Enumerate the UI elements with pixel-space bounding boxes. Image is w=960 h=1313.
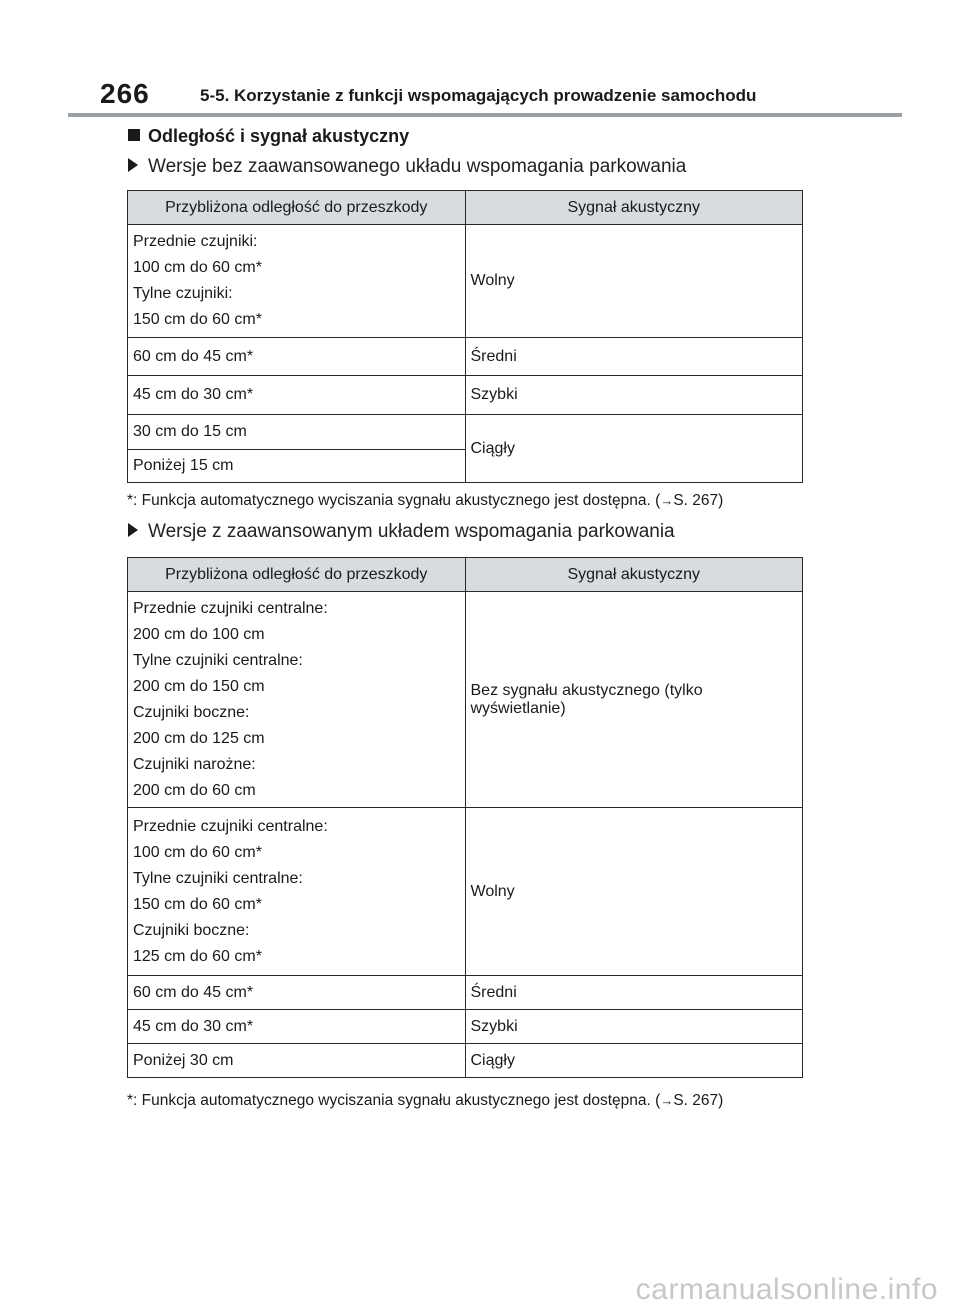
table1-distance-signal — [127, 190, 803, 483]
table-row — [128, 1010, 803, 1044]
cell-line: 200 cm do 60 cm — [133, 781, 256, 799]
footnote-ref: S. 267) — [673, 1092, 724, 1109]
signal-cell: Bez sygnału akustycznego (tylko wyświetlanie) — [465, 592, 803, 808]
distance-cell: 30 cm do 15 cm — [128, 415, 466, 450]
distance-cell: Poniżej 15 cm — [128, 450, 466, 483]
cell-line: Przednie czujniki centralne: — [133, 599, 328, 617]
signal-cell: Ciągły — [465, 1044, 803, 1078]
table1-heading-text: Wersje bez zaawansowanego układu wspomagania parkowania — [148, 156, 687, 177]
square-bullet-icon — [128, 129, 140, 141]
table-header-row — [128, 558, 803, 592]
column-header-distance: Przybliżona odległość do przeszkody — [128, 558, 466, 592]
chapter-title: 5-5. Korzystanie z funkcji wspomagających prowadzenie samochodu — [200, 86, 757, 105]
header-divider — [68, 113, 902, 117]
cell-line: 150 cm do 60 cm* — [133, 895, 262, 913]
distance-cell: Poniżej 30 cm — [128, 1044, 466, 1078]
page-header — [100, 76, 800, 110]
table-row — [128, 376, 803, 415]
cell-line: 125 cm do 60 cm* — [133, 947, 262, 965]
table1-footnote — [127, 492, 723, 510]
page-number: 266 — [100, 78, 150, 109]
triangle-bullet-icon — [128, 158, 138, 172]
distance-cell: 60 cm do 45 cm* — [128, 976, 466, 1010]
table-row — [128, 338, 803, 376]
table-row — [128, 592, 803, 808]
cell-line: 200 cm do 100 cm — [133, 625, 265, 643]
distance-cell: 45 cm do 30 cm* — [128, 376, 466, 415]
cell-line: Przednie czujniki: — [133, 233, 258, 250]
signal-cell: Szybki — [465, 376, 803, 415]
cell-line: Tylne czujniki centralne: — [133, 869, 303, 887]
cell-line: Czujniki narożne: — [133, 755, 256, 773]
table-header-row — [128, 191, 803, 225]
signal-cell: Wolny — [465, 225, 803, 338]
distance-cell: 45 cm do 30 cm* — [128, 1010, 466, 1044]
distance-cell: 60 cm do 45 cm* — [128, 338, 466, 376]
triangle-bullet-icon — [128, 523, 138, 537]
signal-cell: Szybki — [465, 1010, 803, 1044]
column-header-distance: Przybliżona odległość do przeszkody — [128, 191, 466, 225]
table-row — [128, 808, 803, 976]
distance-cell — [128, 808, 466, 976]
distance-cell — [128, 592, 466, 808]
column-header-signal: Sygnał akustyczny — [465, 558, 803, 592]
cell-line: 100 cm do 60 cm* — [133, 843, 262, 861]
table-row — [128, 415, 803, 450]
table-row — [128, 976, 803, 1010]
footnote-text: *: Funkcja automatycznego wyciszania sygnału akustycznego jest dostępna. ( — [127, 492, 661, 509]
signal-cell: Średni — [465, 976, 803, 1010]
table1-heading — [128, 156, 686, 178]
table2-distance-signal — [127, 557, 803, 1078]
cell-line: 200 cm do 150 cm — [133, 677, 265, 695]
table2-footnote — [127, 1092, 723, 1110]
footnote-text: *: Funkcja automatycznego wyciszania sygnału akustycznego jest dostępna. ( — [127, 1092, 661, 1109]
table-row — [128, 225, 803, 338]
signal-cell: Ciągły — [465, 415, 803, 483]
cell-line: Tylne czujniki: — [133, 285, 233, 302]
cell-line: 100 cm do 60 cm* — [133, 259, 262, 276]
arrow-right-icon: → — [660, 493, 674, 508]
footnote-ref: S. 267) — [673, 492, 724, 509]
cell-line: Tylne czujniki centralne: — [133, 651, 303, 669]
table2-heading-text: Wersje z zaawansowanym układem wspomagania parkowania — [148, 521, 675, 542]
column-header-signal: Sygnał akustyczny — [465, 191, 803, 225]
cell-line: 200 cm do 125 cm — [133, 729, 265, 747]
section-heading — [128, 126, 409, 147]
signal-cell: Wolny — [465, 808, 803, 976]
cell-line: Czujniki boczne: — [133, 703, 250, 721]
distance-cell — [128, 225, 466, 338]
cell-line: Czujniki boczne: — [133, 921, 250, 939]
signal-cell: Średni — [465, 338, 803, 376]
arrow-right-icon: → — [660, 1093, 674, 1108]
section-heading-text: Odległość i sygnał akustyczny — [148, 126, 410, 146]
site-watermark: carmanualsonline.info — [635, 1273, 938, 1306]
cell-line: Przednie czujniki centralne: — [133, 817, 328, 835]
cell-line: 150 cm do 60 cm* — [133, 311, 262, 328]
table2-heading — [128, 521, 675, 543]
table-row — [128, 1044, 803, 1078]
